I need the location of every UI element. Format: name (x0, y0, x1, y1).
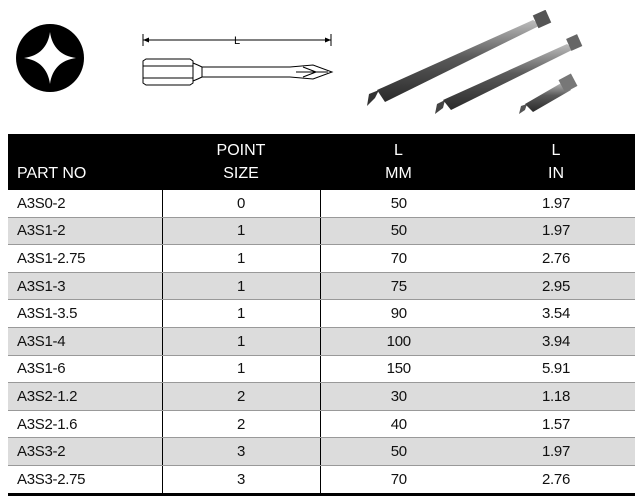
part-no-cell: A3S0-2 (8, 190, 162, 217)
table-row (8, 190, 635, 217)
table-row (8, 465, 635, 494)
bit-dimension-drawing (138, 28, 338, 108)
table-row (8, 438, 635, 466)
header-size: SIZE (162, 160, 320, 190)
long-bit (367, 10, 551, 106)
length-in-cell: 2.76 (477, 245, 635, 273)
length-mm-cell: 90 (320, 300, 477, 328)
header-point: POINT (162, 134, 320, 160)
table-row (8, 272, 635, 300)
header-row-bottom (8, 160, 635, 190)
length-mm-cell: 50 (320, 438, 477, 466)
length-mm-cell: 70 (320, 465, 477, 494)
header-l-in-top: L (477, 134, 635, 160)
point-size-cell: 1 (162, 355, 320, 383)
length-in-cell: 1.97 (477, 190, 635, 217)
length-in-cell: 3.54 (477, 300, 635, 328)
point-size-cell: 3 (162, 465, 320, 494)
part-no-cell: A3S3-2.75 (8, 465, 162, 494)
short-bit (519, 74, 577, 114)
table-row (8, 217, 635, 245)
length-mm-cell: 100 (320, 327, 477, 355)
part-no-cell: A3S1-6 (8, 355, 162, 383)
medium-bit (435, 34, 582, 114)
part-no-cell: A3S1-2 (8, 217, 162, 245)
header-mm: MM (320, 160, 477, 190)
point-size-cell: 2 (162, 383, 320, 411)
table-row (8, 410, 635, 438)
point-size-cell: 1 (162, 245, 320, 273)
part-no-cell: A3S2-1.6 (8, 410, 162, 438)
point-size-cell: 3 (162, 438, 320, 466)
length-mm-cell: 50 (320, 190, 477, 217)
part-no-cell: A3S1-3 (8, 272, 162, 300)
length-in-cell: 1.18 (477, 383, 635, 411)
point-size-cell: 1 (162, 300, 320, 328)
length-in-cell: 2.76 (477, 465, 635, 494)
length-mm-cell: 70 (320, 245, 477, 273)
length-mm-cell: 75 (320, 272, 477, 300)
part-no-cell: A3S1-3.5 (8, 300, 162, 328)
header-in: IN (477, 160, 635, 190)
point-size-cell: 0 (162, 190, 320, 217)
phillips-recess-icon (15, 23, 85, 93)
length-mm-cell: 30 (320, 383, 477, 411)
part-no-cell: A3S1-4 (8, 327, 162, 355)
part-no-cell: A3S1-2.75 (8, 245, 162, 273)
table-row (8, 300, 635, 328)
bits-product-photo (355, 10, 625, 115)
table-row (8, 355, 635, 383)
length-mm-cell: 150 (320, 355, 477, 383)
point-size-cell: 1 (162, 217, 320, 245)
length-in-cell: 2.95 (477, 272, 635, 300)
length-in-cell: 1.97 (477, 438, 635, 466)
table-row (8, 327, 635, 355)
product-figure-row (0, 0, 639, 125)
point-size-cell: 1 (162, 327, 320, 355)
dimension-label: L (233, 35, 241, 47)
table-row (8, 245, 635, 273)
length-in-cell: 1.97 (477, 217, 635, 245)
length-mm-cell: 40 (320, 410, 477, 438)
header-l-mm-top: L (320, 134, 477, 160)
point-size-cell: 1 (162, 272, 320, 300)
length-in-cell: 5.91 (477, 355, 635, 383)
table-row (8, 383, 635, 411)
header-part-top (8, 134, 162, 160)
length-mm-cell: 50 (320, 217, 477, 245)
part-no-cell: A3S2-1.2 (8, 383, 162, 411)
header-part-no: PART NO (8, 160, 162, 190)
part-no-cell: A3S3-2 (8, 438, 162, 466)
length-in-cell: 1.57 (477, 410, 635, 438)
point-size-cell: 2 (162, 410, 320, 438)
length-in-cell: 3.94 (477, 327, 635, 355)
header-row-top (8, 134, 635, 160)
spec-table (8, 134, 635, 496)
